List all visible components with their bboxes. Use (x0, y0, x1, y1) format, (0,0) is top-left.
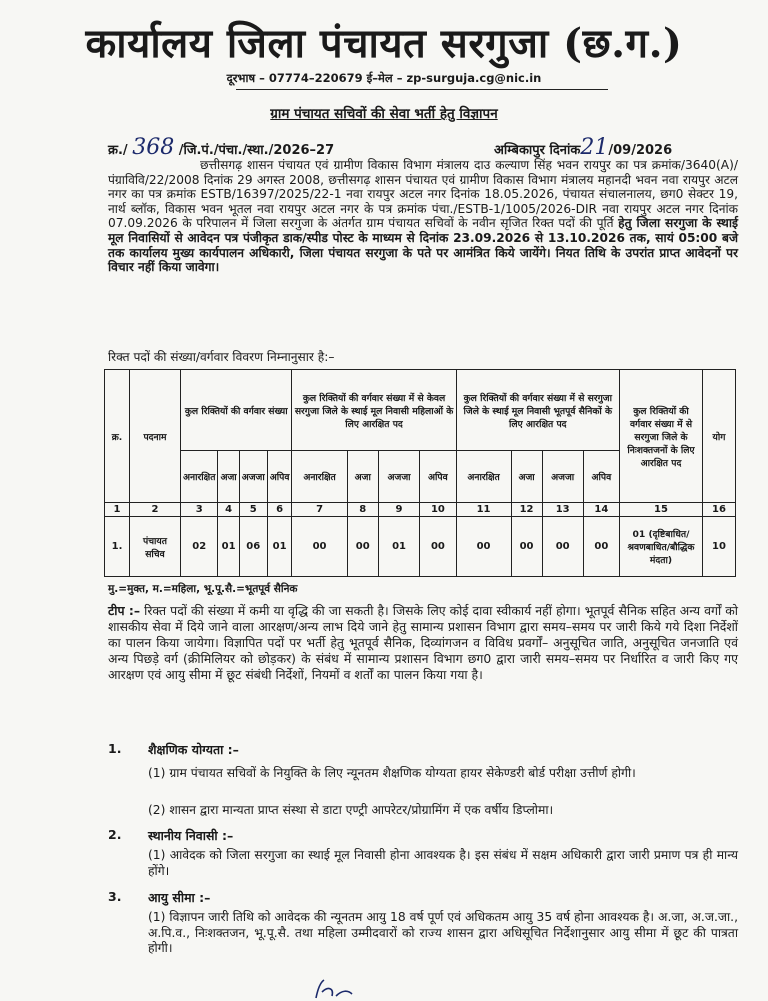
table-row (105, 517, 736, 577)
cat-header: अपिव (583, 451, 619, 503)
col-number: 1 (105, 503, 130, 517)
row-value: 00 (542, 517, 583, 577)
cat-header: अपिव (420, 451, 456, 503)
col-number: 4 (218, 503, 239, 517)
handwritten-number: 368 (132, 135, 175, 160)
col-number: 12 (511, 503, 542, 517)
row-value: 00 (420, 517, 456, 577)
cat-header: अनारक्षित (181, 451, 218, 503)
section-number: 3. (108, 889, 122, 904)
col-number: 9 (378, 503, 419, 517)
row-value: 00 (292, 517, 347, 577)
contact-divider (236, 89, 608, 90)
col-number: 11 (456, 503, 511, 517)
section-item: (2) शासन द्वारा मान्यता प्राप्त संस्था से डाटा एण्ट्री आपरेटर/प्रोग्रामिंग में एक वर्षीय डिप्लोमा। (148, 803, 554, 817)
row-value: 01 (218, 517, 239, 577)
handwritten-day: 21 (580, 135, 609, 160)
section-item: (1) आवेदक को जिला सरगुजा का स्थाई मूल निवासी होना आवश्यक है। इस संबंध में सक्षम अधिकारी द्वारा जारी प्रमाण पत्र ही मान्य होंगे। (148, 848, 738, 878)
note-paragraph (108, 603, 738, 683)
row-value: 01 (378, 517, 419, 577)
intro-paragraph (108, 158, 738, 275)
row-value: 00 (456, 517, 511, 577)
section-title-qualification: शैक्षणिक योग्यता :– (148, 742, 239, 757)
note-label: टीप :– (108, 603, 141, 618)
cat-header: अजा (347, 451, 378, 503)
intro-bold-text: हेतु जिला सरगुजा के स्थाई मूल निवासियों से आवेदन पत्र पंजीकृत डाक/स्पीड पोस्ट के माध्यम से दिनांक 23.09.2026 से 13.10.2026 तक, सायं 05:00 बजे तक कार्यालय मुख्य कार्यपालन अधिकारी, जिला पंचायत सरगुजा के पते पर आमंत्रित किये जायेंगे। नियत तिथि के उपरांत प्राप्त आवेदनों पर विचार नहीं किया जावेगा। (108, 216, 738, 275)
row-value: 00 (583, 517, 619, 577)
col-header-total: योग (703, 370, 736, 503)
col-number: 3 (181, 503, 218, 517)
row-post: पंचायत सचिव (130, 517, 181, 577)
place-date-label: अम्बिकापुर दिनांक (494, 143, 581, 158)
cat-header: अजजा (239, 451, 267, 503)
cat-header: अनारक्षित (292, 451, 347, 503)
reference-prefix: क्र./ (108, 143, 128, 158)
col-number: 7 (292, 503, 347, 517)
abbreviations-legend: मु.=मुक्त, म.=महिला, भू.पू.सै.=भूतपूर्व सैनिक (108, 583, 298, 595)
row-value: 00 (511, 517, 542, 577)
month-year: /09/2026 (608, 143, 673, 158)
col-number: 13 (542, 503, 583, 517)
cat-header: अजा (218, 451, 239, 503)
row-disabled: 01 (दृष्टिबाधित/श्रवणबाधित/बौद्धिक मंदता) (620, 517, 703, 577)
col-number: 6 (267, 503, 292, 517)
cat-header: अपिव (267, 451, 292, 503)
cat-header: अनारक्षित (456, 451, 511, 503)
reference-number (108, 135, 334, 160)
row-value: 02 (181, 517, 218, 577)
table-intro: रिक्त पदों की संख्या/वर्गवार विवरण निम्नानुसार है:– (108, 350, 335, 364)
col-number: 5 (239, 503, 267, 517)
note-text: रिक्त पदों की संख्या में कमी या वृद्धि की जा सकती है। जिसके लिए कोई दावा स्वीकार्य नहीं होगा। भूतपूर्व सैनिक सहित अन्य वर्गों को शासकीय सेवा में दिये जाने वाला आरक्षण/अन्य लाभ दिये जाने हेतु सामान्य प्रशासन विभाग द्वारा समय–समय पर जारी किये गये दिशा निर्देशों का पालन किया जायेगा। विज्ञापित पदों पर भर्ती हेतु भूतपूर्व सैनिक, दिव्यांगजन व विविध प्रवर्गों– अनुसूचित जाति, अनुसूचित जनजाति एवं अन्य पिछड़े वर्ग (क्रीमिलियर को छोड़कर) के संबंध में सामान्य प्रशासन विभाग छग0 द्वारा जारी समय–समय पर निर्धारित व जारी किए गए आरक्षण एवं आयु सीमा में छूट संबंधी निर्देशों, नियमों व शर्तों का पालन किया गया है। (108, 603, 738, 682)
section-number: 2. (108, 827, 122, 842)
col-header-women-reserved: कुल रिक्तियों की वर्गवार संख्या में से केवल सरगुजा जिले के स्थाई मूल निवासी महिलाओं के लिए आरक्षित पद (292, 370, 456, 451)
col-number: 10 (420, 503, 456, 517)
row-sno: 1. (105, 517, 130, 577)
reference-code: /जि.पं./पंचा./स्था./2026–27 (178, 143, 335, 158)
contact-line: दूरभाष – 07774–220679 ई–मेल – zp-surguja.cg@nic.in (226, 71, 542, 85)
col-number: 2 (130, 503, 181, 517)
row-value: 06 (239, 517, 267, 577)
section-title-age-limit: आयु सीमा :– (148, 890, 211, 905)
intro-text: छत्तीसगढ़ शासन पंचायत एवं ग्रामीण विकास विभाग मंत्रालय दाउ कल्याण सिंह भवन रायपुर का पत्र क्रमांक/3640(A)/पंग्राविवि/22/2008 दिनांक 29 अगस्त 2008, छत्तीसगढ़ शासन पंचायत एवं ग्रामीण विकास विभाग मंत्रालय महानदी भवन नवा रायपुर अटल नगर का पत्र क्रमांक ESTB/16397/2025/22-1 नवा रायपुर अटल नगर दिनांक 18.05.2026, पंचायत संचालनालय, छग0 सेक्टर 19, नार्थ ब्लॉक, विकास भवन भूतल नवा रायपुर अटल नगर के पत्र क्रमांक पंचा./ESTB-1/1005/2026-DIR नवा रायपुर अटल नगर दिनांक 07.09.2026 के परिपालन में जिला सरगुजा के अंतर्गत ग्राम पंचायत सचिवों के नवीन सृजित रिक्त पदों की पूर्ति (108, 158, 738, 231)
col-number: 14 (583, 503, 619, 517)
col-header-sno: क्र. (105, 370, 130, 503)
reference-date (494, 135, 672, 160)
col-number: 15 (620, 503, 703, 517)
col-header-total-vacancies: कुल रिक्तियों की वर्गवार संख्या (181, 370, 292, 451)
section-number: 1. (108, 741, 122, 756)
cat-header: अजजा (542, 451, 583, 503)
col-number: 8 (347, 503, 378, 517)
signature-mark (312, 978, 356, 1000)
cat-header: अजा (511, 451, 542, 503)
advertisement-subject: ग्राम पंचायत सचिवों की सेवा भर्ती हेतु विज्ञापन (270, 106, 498, 122)
col-header-post: पदनाम (130, 370, 181, 503)
row-value: 01 (267, 517, 292, 577)
vacancy-table (104, 369, 736, 577)
section-item: (1) ग्राम पंचायत सचिवों के नियुक्ति के लिए न्यूनतम शैक्षणिक योग्यता हायर सेकेण्डरी बोर्ड परीक्षा उत्तीर्ण होगी। (148, 766, 636, 780)
office-title: कार्यालय जिला पंचायत सरगुजा (छ.ग.) (85, 20, 683, 67)
section-item: (1) विज्ञापन जारी तिथि को आवेदक की न्यूनतम आयु 18 वर्ष पूर्ण एवं अधिकतम आयु 35 वर्ष होना आवश्यक है। अ.जा, अ.ज.जा., अ.पि.व., निःशक्तजन, भू.पू.सै. तथा महिला उम्मीदवारों को राज्य शासन द्वारा अधिसूचित निर्देशानुसार आयु सीमा में छूट की पात्रता होगी। (148, 910, 739, 955)
section-title-residence: स्थानीय निवासी :– (148, 828, 234, 843)
col-number: 16 (703, 503, 736, 517)
col-header-exservicemen-reserved: कुल रिक्तियों की वर्गवार संख्या में से सरगुजा जिले के स्थाई मूल निवासी भूतपूर्व सैनिकों के लिए आरक्षित पद (456, 370, 619, 451)
cat-header: अजजा (378, 451, 419, 503)
row-value: 00 (347, 517, 378, 577)
row-total: 10 (703, 517, 736, 577)
col-header-disabled-reserved: कुल रिक्तियों की वर्गवार संख्या में से सरगुजा जिले के निःशक्तजनों के लिए आरक्षित पद (620, 370, 703, 503)
